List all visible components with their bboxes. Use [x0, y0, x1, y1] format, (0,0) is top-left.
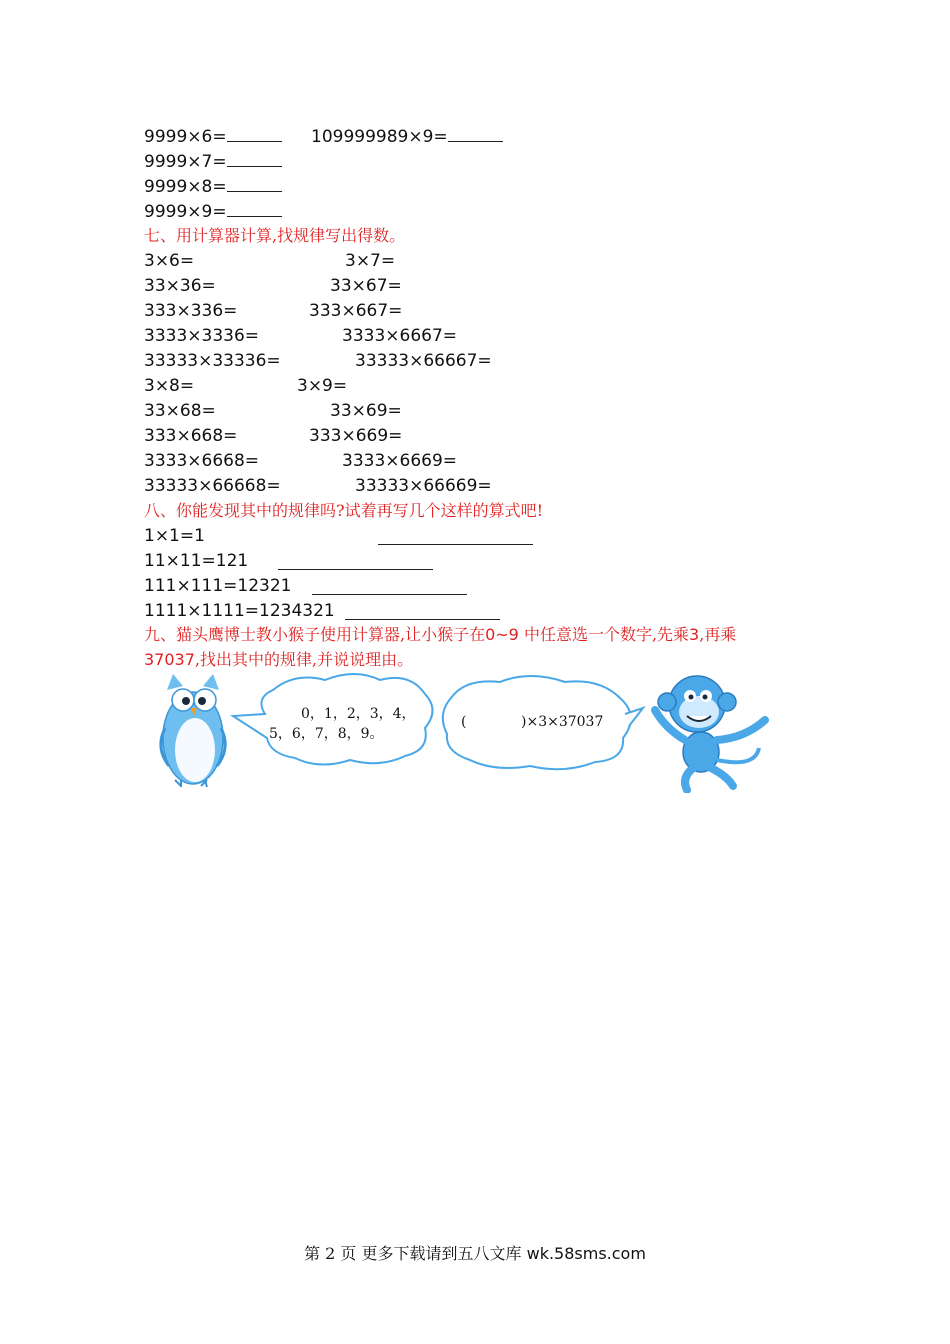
section-9-heading-line-1 — [144, 624, 736, 646]
answer-blank[interactable] — [345, 618, 500, 620]
s7-left-2: 33×36= — [144, 276, 216, 296]
s7-left-10: 33333×66668= — [144, 476, 281, 496]
equation-text: 9999×6= — [144, 127, 227, 147]
s7-left-9: 3333×6668= — [144, 451, 260, 471]
answer-blank[interactable] — [227, 150, 282, 167]
equation-row-1 — [144, 125, 282, 148]
equation-text: 109999989×9= — [311, 127, 448, 147]
answer-blank[interactable] — [227, 125, 282, 142]
s7-right-6: 3×9= — [297, 376, 348, 396]
s8-row-1: 1×1=1 — [144, 526, 205, 546]
s8-row-2: 11×11=121 — [144, 551, 249, 571]
s7-right-5: 33333×66667= — [355, 351, 492, 371]
s7-right-4: 3333×6667= — [342, 326, 458, 346]
heading-range: 0~9 — [485, 625, 519, 644]
equation-text: 9999×7= — [144, 152, 227, 172]
equation-row-2 — [144, 150, 282, 173]
s7-left-6: 3×8= — [144, 376, 195, 396]
s7-right-9: 3333×6669= — [342, 451, 458, 471]
answer-blank[interactable] — [448, 125, 503, 142]
owl-bubble-line-1: 0，1，2，3，4， — [301, 706, 416, 722]
equation-row-3 — [144, 175, 282, 198]
owl-bubble-line-2: 5，6，7，8，9。 — [269, 726, 384, 742]
equation-text: 9999×9= — [144, 202, 227, 222]
s7-right-8: 333×669= — [309, 426, 403, 446]
answer-blank[interactable] — [312, 593, 467, 595]
owl-speech-bubble — [233, 674, 433, 765]
section-7-heading: 七、用计算器计算,找规律写出得数。 — [144, 226, 406, 245]
s7-left-3: 333×336= — [144, 301, 238, 321]
heading-text: ,再乘 — [699, 625, 737, 644]
s7-right-10: 33333×66669= — [355, 476, 492, 496]
monkey-bubble-expression: )×3×37037 — [521, 714, 604, 730]
equation-row-4 — [144, 200, 282, 223]
monkey-icon — [655, 676, 765, 790]
footer-site-link[interactable]: wk.58sms.com — [526, 1244, 646, 1263]
footer-page-text: 第 2 页 更多下载请到五八文库 — [304, 1244, 522, 1263]
answer-blank[interactable] — [227, 200, 282, 217]
owl-icon — [161, 674, 225, 787]
s7-left-7: 33×68= — [144, 401, 216, 421]
s7-right-7: 33×69= — [330, 401, 402, 421]
s7-right-2: 33×67= — [330, 276, 402, 296]
s8-row-4: 1111×1111=1234321 — [144, 601, 335, 621]
answer-blank[interactable] — [227, 175, 282, 192]
s7-left-4: 3333×3336= — [144, 326, 260, 346]
monkey-bubble-paren: ( — [461, 714, 467, 730]
equation-row-1-right — [311, 125, 503, 148]
s8-row-3: 111×111=12321 — [144, 576, 292, 596]
s7-left-5: 33333×33336= — [144, 351, 281, 371]
answer-blank[interactable] — [278, 568, 433, 570]
section-8-heading: 八、你能发现其中的规律吗?试着再写几个这样的算式吧! — [144, 501, 544, 520]
s7-left-1: 3×6= — [144, 251, 195, 271]
answer-blank[interactable] — [378, 543, 533, 545]
heading-text: 中任意选一个数字,先乘 — [523, 625, 690, 644]
owl-monkey-illustration — [155, 668, 795, 793]
s7-right-3: 333×667= — [309, 301, 403, 321]
heading-text: ,找出其中的规律,并说说理由。 — [194, 650, 414, 669]
heading-number: 37037 — [144, 650, 195, 669]
page-footer — [0, 1241, 950, 1264]
s7-right-1: 3×7= — [345, 251, 396, 271]
heading-text: 九、猫头鹰博士教小猴子使用计算器,让小猴子在 — [144, 625, 486, 644]
heading-number: 3 — [689, 625, 700, 644]
s7-left-8: 333×668= — [144, 426, 238, 446]
equation-text: 9999×8= — [144, 177, 227, 197]
monkey-speech-bubble — [443, 676, 643, 769]
